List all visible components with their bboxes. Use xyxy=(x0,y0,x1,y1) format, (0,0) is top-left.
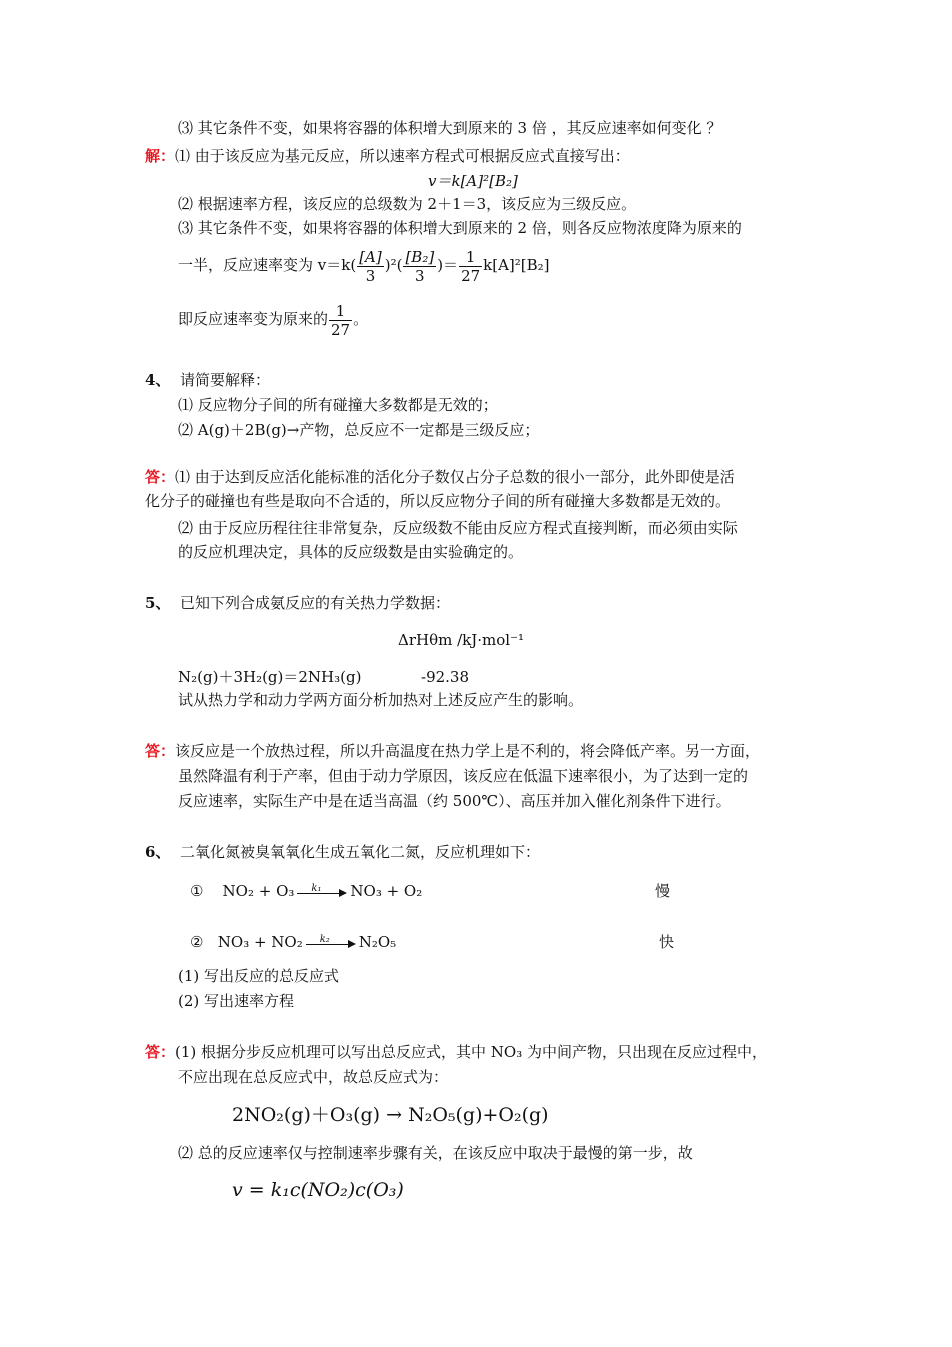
answer-4-line-4: 的反应机理决定，具体的反应级数是由实验确定的。 xyxy=(178,543,524,561)
fraction-a xyxy=(357,248,384,285)
answer-6-label: 答： xyxy=(145,1043,176,1061)
solution-1-text: ⑴ 由于该反应为基元反应，所以速率方程式可根据反应式直接写出： xyxy=(175,147,630,165)
question-4-item-2: ⑵ A(g)＋2B(g)→产物，总反应不一定都是三级反应； xyxy=(178,421,540,439)
question-6-number: 6、 xyxy=(145,843,171,861)
fraction-b-denominator: 3 xyxy=(415,266,425,285)
fraction-d-numerator: 1 xyxy=(329,302,352,321)
solution-3: ⑶ 其它条件不变，如果将容器的体积增大到原来的 2 倍，则各反应物浓度降为原来的 xyxy=(178,219,742,237)
solution-3-formula xyxy=(178,240,550,290)
answer-6-line-1 xyxy=(145,1042,767,1062)
conclusion-suffix: 。 xyxy=(353,310,369,328)
final-rate-equation: v = k₁c(NO₂)c(O₃) xyxy=(232,1179,404,1201)
fraction-a-denominator: 3 xyxy=(365,266,376,285)
fraction-b-numerator: [B₂] xyxy=(405,247,435,266)
answer-5-label: 答： xyxy=(145,742,176,760)
mechanism-step-1 xyxy=(190,881,422,901)
answer-4-line-2: 化分子的碰撞也有些是取向不合适的，所以反应物分子间的所有碰撞大多数都是无效的。 xyxy=(145,492,731,510)
question-4-number: 4、 xyxy=(145,371,171,389)
question-5-title xyxy=(145,593,450,613)
conclusion-prefix: 即反应速率变为原来的 xyxy=(178,310,329,328)
answer-4-1a: ⑴ 由于达到反应活化能标准的活化分子数仅占分子总数的很小一部分，此外即使是活 xyxy=(175,468,735,486)
answer-5-line-1 xyxy=(145,741,760,761)
answer-4-line-1 xyxy=(145,467,735,487)
step-2-arrow xyxy=(306,936,356,950)
solution-line-1 xyxy=(145,146,630,166)
arrow-shaft xyxy=(297,893,341,894)
step-1-rate-constant: k₁ xyxy=(311,883,322,894)
question-6-item-1: (1) 写出反应的总反应式 xyxy=(178,967,340,985)
formula-prefix: 一半，反应速率变为 v＝k( xyxy=(178,256,357,274)
q3-part3: ⑶ 其它条件不变，如果将容器的体积增大到原来的 3 倍 ，其反应速率如何变化 ？ xyxy=(178,119,722,137)
step-2-marker: ② xyxy=(190,933,204,951)
enthalpy-value: -92.38 xyxy=(421,668,470,686)
fraction-a-numerator: [A] xyxy=(359,247,382,266)
step-1-products: NO₃ + O₂ xyxy=(350,882,423,900)
answer-5-line-3: 反应速率，实际生产中是在适当高温（约 500℃）、高压并加入催化剂条件下进行。 xyxy=(178,792,731,810)
step-2-rate-constant: k₂ xyxy=(319,934,330,945)
rate-equation: v＝k[A]²[B₂] xyxy=(428,172,518,190)
mechanism-step-2 xyxy=(190,932,396,952)
answer-4-label: 答： xyxy=(145,468,176,486)
step-1-speed: 慢 xyxy=(655,882,671,900)
question-4-title xyxy=(145,370,270,390)
answer-6-1a: (1) 根据分步反应机理可以写出总反应式，其中 NO₃ 为中间产物，只出现在反应过程中， xyxy=(175,1043,768,1061)
answer-4-line-3: ⑵ 由于反应历程往往非常复杂，反应级数不能由反应方程式直接判断，而必须由实际 xyxy=(178,519,738,537)
fraction-b xyxy=(403,248,436,285)
ammonia-reaction: N₂(g)＋3H₂(g)＝2NH₃(g) xyxy=(178,668,362,686)
step-1-reactants: NO₂ + O₃ xyxy=(222,882,295,900)
fraction-c xyxy=(459,248,482,285)
question-5-text: 已知下列合成氨反应的有关热力学数据： xyxy=(179,594,450,612)
formula-mid-2: )＝ xyxy=(437,256,459,274)
arrow-head xyxy=(339,889,347,897)
question-6-text: 二氧化氮被臭氧氧化生成五氧化二氮，反应机理如下： xyxy=(179,843,540,861)
step-2-speed: 快 xyxy=(659,933,675,951)
solution-2: ⑵ 根据速率方程，该反应的总级数为 2＋1＝3，该反应为三级反应。 xyxy=(178,195,637,213)
fraction-d-denominator: 27 xyxy=(331,320,351,339)
question-5-prompt: 试从热力学和动力学两方面分析加热对上述反应产生的影响。 xyxy=(178,691,584,709)
fraction-d xyxy=(329,302,352,339)
fraction-c-denominator: 27 xyxy=(461,266,481,285)
formula-suffix: k[A]²[B₂] xyxy=(483,256,550,274)
arrow-head xyxy=(348,940,356,948)
solution-3-conclusion xyxy=(178,294,368,344)
question-4-text: 请简要解释： xyxy=(179,371,270,389)
enthalpy-header: ΔrHθm /kJ·mol⁻¹ xyxy=(398,631,525,649)
answer-5-1: 该反应是一个放热过程，所以升高温度在热力学上是不利的，将会降低产率。另一方面， xyxy=(175,742,761,760)
answer-6-line-3: ⑵ 总的反应速率仅与控制速率步骤有关，在该反应中取决于最慢的第一步，故 xyxy=(178,1144,693,1162)
question-5-number: 5、 xyxy=(145,594,171,612)
answer-5-line-2: 虽然降温有利于产率，但由于动力学原因，该反应在低温下速率很小，为了达到一定的 xyxy=(178,767,749,785)
step-2-reactants: NO₃ + NO₂ xyxy=(217,933,303,951)
solution-label: 解： xyxy=(145,147,176,165)
overall-reaction-equation: 2NO₂(g)＋O₃(g) → N₂O₅(g)+O₂(g) xyxy=(232,1104,549,1126)
fraction-c-numerator: 1 xyxy=(459,248,482,267)
step-2-products: N₂O₅ xyxy=(358,933,397,951)
arrow-shaft xyxy=(306,944,350,945)
step-1-marker: ① xyxy=(190,882,204,900)
question-6-item-2: (2) 写出速率方程 xyxy=(178,992,295,1010)
question-6-title xyxy=(145,842,540,862)
step-1-arrow xyxy=(297,885,347,899)
answer-6-line-2: 不应出现在总反应式中，故总反应式为： xyxy=(178,1068,449,1086)
question-4-item-1: ⑴ 反应物分子间的所有碰撞大多数都是无效的； xyxy=(178,396,498,414)
formula-mid-1: )²( xyxy=(384,256,403,274)
